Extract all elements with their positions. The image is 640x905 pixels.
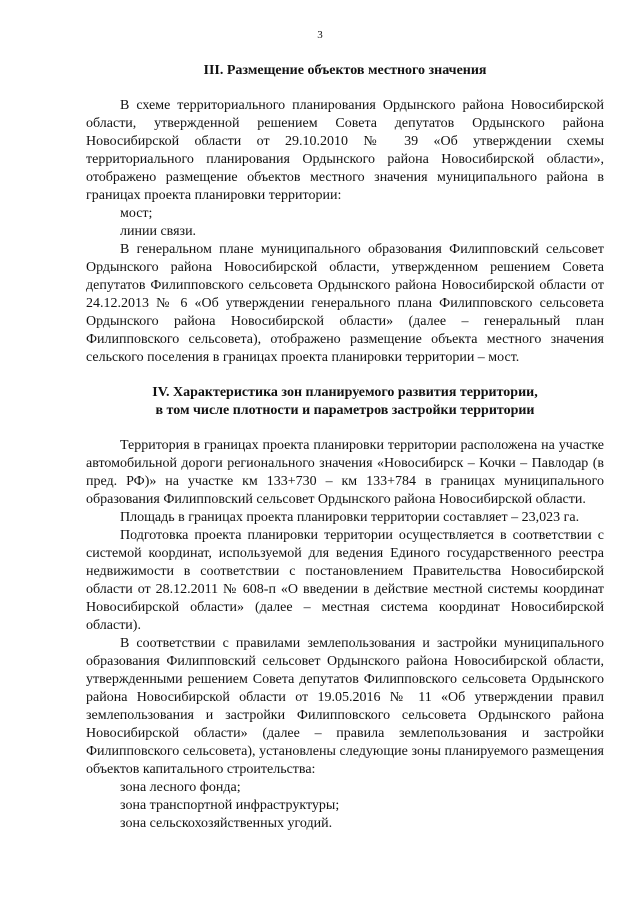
- list-item-communication-lines: линии связи.: [120, 224, 197, 239]
- document-body: [86, 62, 604, 833]
- section-4-heading-line-2: в том числе плотности и параметров застройки территории: [155, 403, 535, 418]
- section-4-paragraph-1: Территория в границах проекта планировки территории расположена на участке автомобильной дороги регионального значения «Новосибирск – Кочки – Павлодар (в пред. РФ)» на участке км 133+730 – км 133+784 в границах муниципального образования Филипповский сельсовет Ордынского района Новосибирской области.: [86, 438, 604, 507]
- section-3-paragraph-1: В схеме территориального планирования Ордынского района Новосибирской области, утвержденной решением Совета депутатов Ордынского района Новосибирской области от 29.10.2010 № 39 «Об утверждении схемы территориального планирования Ордынского района Новосибирской области», отображено размещение объектов местного значения муниципального района в границах проекта планировки территории:: [86, 98, 604, 203]
- page-number: 3: [317, 29, 323, 41]
- zone-item-agricultural-land: зона сельскохозяйственных угодий.: [120, 816, 333, 831]
- section-3-paragraph-2: В генеральном плане муниципального образования Филипповский сельсовет Ордынского района Новосибирской области, утвержденном решением Совета депутатов Филипповского сельсовета Ордынского района Новосибирской области от 24.12.2013 № 6 «Об утверждении генерального плана Филипповского сельсовета Ордынского района Новосибирской области» (далее – генеральный план Филипповского сельсовета), отображено размещение объекта местного значения сельского поселения в границах проекта планировки территории – мост.: [86, 242, 604, 365]
- zone-item-transport-infrastructure: зона транспортной инфраструктуры;: [120, 798, 340, 813]
- zone-item-forest-fund: зона лесного фонда;: [120, 780, 241, 795]
- section-4-paragraph-4: В соответствии с правилами землепользования и застройки муниципального образования Филипповский сельсовет Ордынского района Новосибирской области, утвержденными решением Совета депутатов Филипповского сельсовета Ордынского района Новосибирской области от 19.05.2016 № 11 «Об утверждении правил землепользования и застройки Филипповского сельсовета Ордынского района Новосибирской области» (далее – правила землепользования и застройки Филипповского сельсовета), установлены следующие зоны планируемого размещения объектов капитального строительства:: [86, 636, 604, 777]
- section-4-heading: [86, 384, 604, 420]
- section-3-heading: III. Размещение объектов местного значения: [203, 63, 487, 78]
- section-4-paragraph-3: Подготовка проекта планировки территории осуществляется в соответствии с системой координат, используемой для ведения Единого государственного реестра недвижимости в соответствии с постановлением Правительства Новосибирской области от 28.12.2011 № 608-п «О введении в действие местной системы координат Новосибирской области» (далее – местная система координат Новосибирской области).: [86, 528, 604, 633]
- section-4-paragraph-2: Площадь в границах проекта планировки территории составляет – 23,023 га.: [120, 510, 580, 525]
- list-item-bridge: мост;: [120, 206, 153, 221]
- section-4-heading-line-1: IV. Характеристика зон планируемого развития территории,: [152, 385, 538, 400]
